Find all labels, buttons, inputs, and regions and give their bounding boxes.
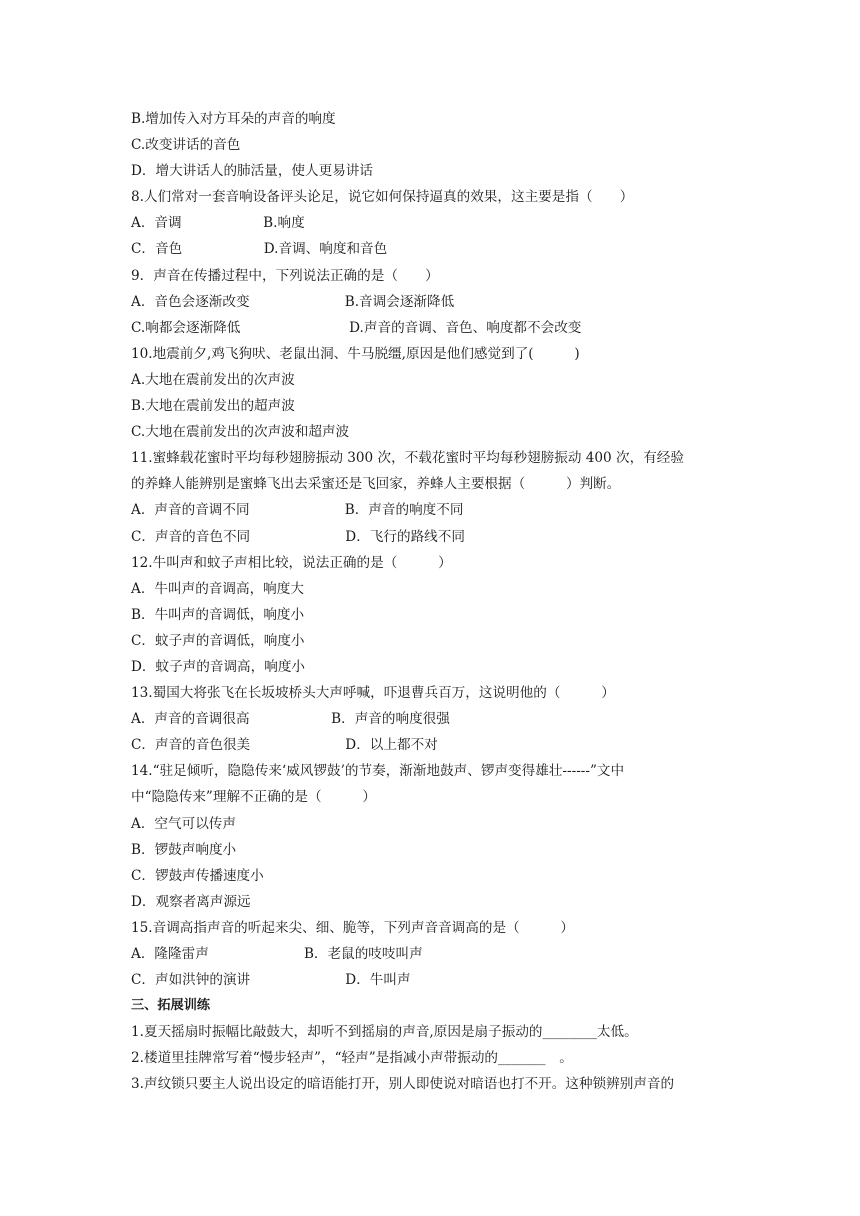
- question-12: 12.牛叫声和蚊子声相比较，说法正确的是（ ）: [131, 554, 452, 571]
- option-line: D．蚊子声的音调高，响度小: [131, 658, 306, 675]
- option-line: D．观察者离声源远: [131, 893, 251, 910]
- question-10: 10.地震前夕,鸡飞狗吠、老鼠出洞、牛马脱缰,原因是他们感觉到了( ): [131, 345, 580, 362]
- fill-blank-question: 3.声纹锁只要主人说出设定的暗语能打开，别人即使说对暗语也打不开。这种锁辨别声音的: [131, 1076, 675, 1093]
- question-8: 8.人们常对一套音响设备评头论足，说它如何保持逼真的效果，这主要是指（ ）: [131, 189, 634, 206]
- option-line: B．牛叫声的音调低，响度小: [131, 606, 305, 623]
- option-line: C.大地在震前发出的次声波和超声波: [131, 424, 350, 441]
- option-line: A．音调 B.响度: [131, 215, 305, 232]
- option-line: A．声音的音调很高 B．声音的响度很强: [131, 711, 450, 728]
- option-line: A.大地在震前发出的次声波: [131, 371, 295, 388]
- option-line: C．音色 D.音调、响度和音色: [131, 241, 388, 258]
- option-line: B．锣鼓声响度小: [131, 841, 237, 858]
- option-line: A．空气可以传声: [131, 815, 236, 832]
- fill-blank-question: 1.夏天摇扇时振幅比敲鼓大，却听不到摇扇的声音,原因是扇子振动的________太低。: [131, 1024, 638, 1041]
- question-9: 9．声音在传播过程中，下列说法正确的是（ ）: [131, 267, 439, 284]
- option-line: A．隆隆雷声 B．老鼠的吱吱叫声: [131, 946, 423, 962]
- option-line: C.响都会逐渐降低 D.声音的音调、音色、响度都不会改变: [131, 319, 582, 336]
- option-line: C．声音的音色不同 D．飞行的路线不同: [131, 528, 465, 545]
- option-line: A．声音的音调不同 B．声音的响度不同: [131, 502, 464, 519]
- question-14: 14.“驻足倾听，隐隐传来‘威风锣鼓’的节奏，渐渐地鼓声、锣声变得雄壮------”文中: [131, 763, 625, 780]
- option-line: B.大地在震前发出的超声波: [131, 398, 295, 415]
- document-body: [131, 106, 741, 1098]
- option-line: C.改变讲话的音色: [131, 137, 241, 154]
- option-line: A．音色会逐渐改变 B.音调会逐渐降低: [131, 293, 455, 310]
- option-line: C．锣鼓声传播速度小: [131, 867, 264, 884]
- fill-blank-question: 2.楼道里挂牌常写着“慢步轻声”，“轻声”是指减小声带振动的_______ 。: [131, 1050, 573, 1067]
- option-line: C．声音的音色很美 D．以上都不对: [131, 737, 438, 754]
- section-heading: 三、拓展训练: [131, 998, 211, 1014]
- option-line: C．声如洪钟的演讲 D．牛叫声: [131, 972, 411, 989]
- question-15: 15.音调高指声音的听起来尖、细、脆等，下列声音音调高的是（ ）: [131, 919, 575, 936]
- option-line: A．牛叫声的音调高，响度大: [131, 580, 304, 597]
- option-line: C．蚊子声的音调低，响度小: [131, 632, 305, 649]
- option-line: D．增大讲话人的肺活量，使人更易讲话: [131, 163, 373, 180]
- option-line: B.增加传入对方耳朵的声音的响度: [131, 111, 336, 127]
- question-11: 11.蜜蜂载花蜜时平均每秒翅膀振动 300 次，不载花蜜时平均每秒翅膀振动 400 次，有经验: [131, 450, 684, 467]
- question-13: 13.蜀国大将张飞在长坂坡桥头大声呼喊，吓退曹兵百万，这说明他的（ ）: [131, 685, 615, 702]
- question-14-continued: 中“隐隐传来”理解不正确的是（ ）: [131, 789, 376, 806]
- question-11-continued: 的养蜂人能辨别是蜜蜂飞出去采蜜还是飞回家，养蜂人主要根据（ ）判断。: [131, 476, 621, 493]
